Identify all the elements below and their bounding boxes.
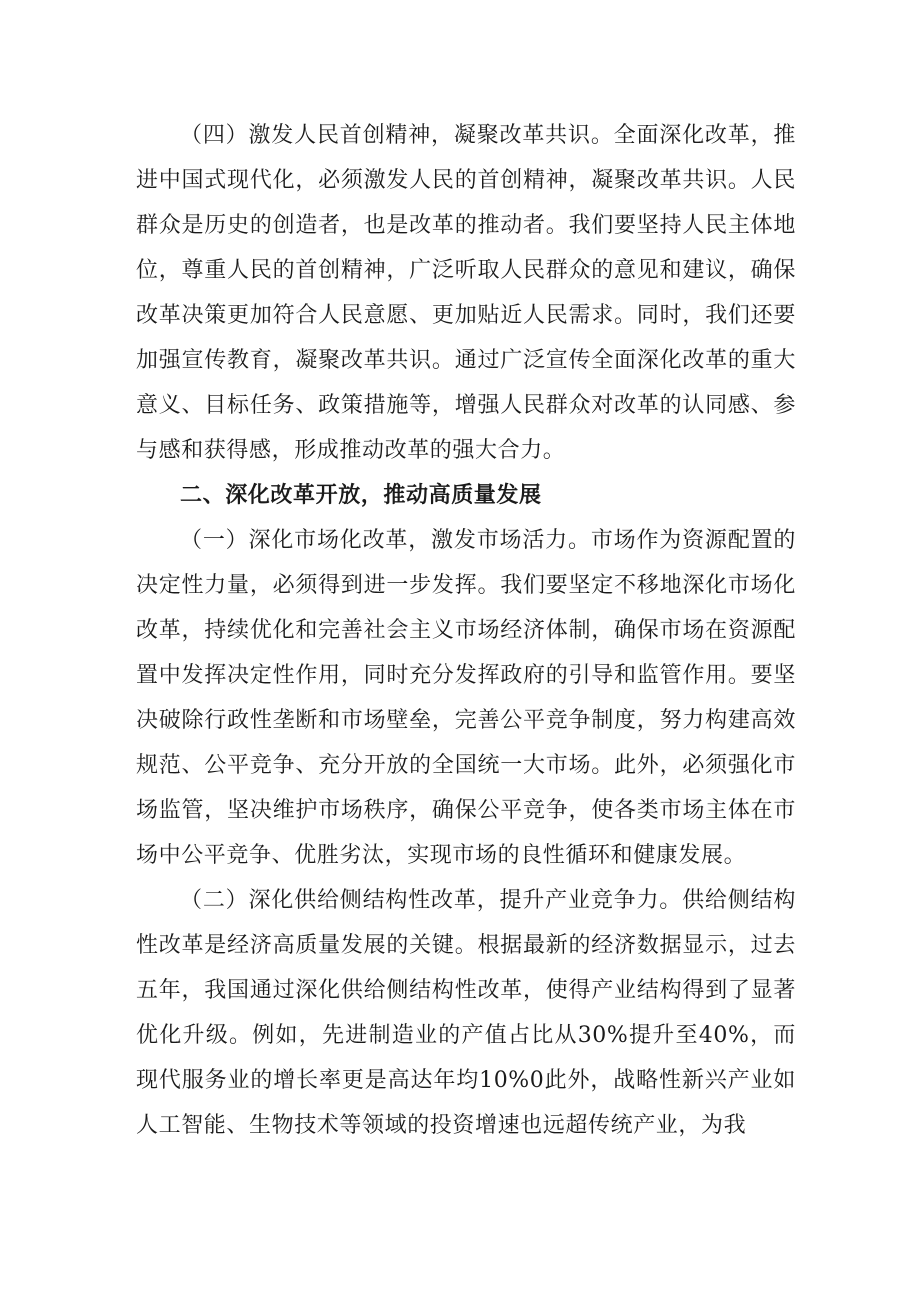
document-body	[136, 113, 796, 1148]
section-heading-deepen-reform: 二、深化改革开放，推动高质量发展	[180, 483, 542, 508]
paragraph-mass-innovation: （四）激发人民首创精神，凝聚改革共识。全面深化改革，推进中国式现代化，必须激发人民的首创精神，凝聚改革共识。人民群众是历史的创造者，也是改革的推动者。我们要坚持人民主体地位，尊重人民的首创精神，广泛听取人民群众的意见和建议，确保改革决策更加符合人民意愿、更加贴近人民需求。同时，我们还要加强宣传教育，凝聚改革共识。通过广泛宣传全面深化改革的重大意义、目标任务、政策措施等，增强人民群众对改革的认同感、参与感和获得感，形成推动改革的强大合力。	[136, 123, 796, 463]
paragraph-supply-side-reform: （二）深化供给侧结构性改革，提升产业竞争力。供给侧结构性改革是经济高质量发展的关键。根据最新的经济数据显示，过去五年，我国通过深化供给侧结构性改革，使得产业结构得到了显著优化升级。例如，先进制造业的产值占比从30%提升至40%，而现代服务业的增长率更是高达年均10%0此外，战略性新兴产业如人工智能、生物技术等领域的投资增速也远超传统产业，为我	[136, 888, 796, 1138]
paragraph-market-reform: （一）深化市场化改革，激发市场活力。市场作为资源配置的决定性力量，必须得到进一步发挥。我们要坚定不移地深化市场化改革，持续优化和完善社会主义市场经济体制，确保市场在资源配置中发挥决定性作用，同时充分发挥政府的引导和监管作用。要坚决破除行政性垄断和市场壁垒，完善公平竞争制度，努力构建高效规范、公平竞争、充分开放的全国统一大市场。此外，必须强化市场监管，坚决维护市场秩序，确保公平竞争，使各类市场主体在市场中公平竞争、优胜劣汰，实现市场的良性循环和健康发展。	[136, 528, 796, 868]
